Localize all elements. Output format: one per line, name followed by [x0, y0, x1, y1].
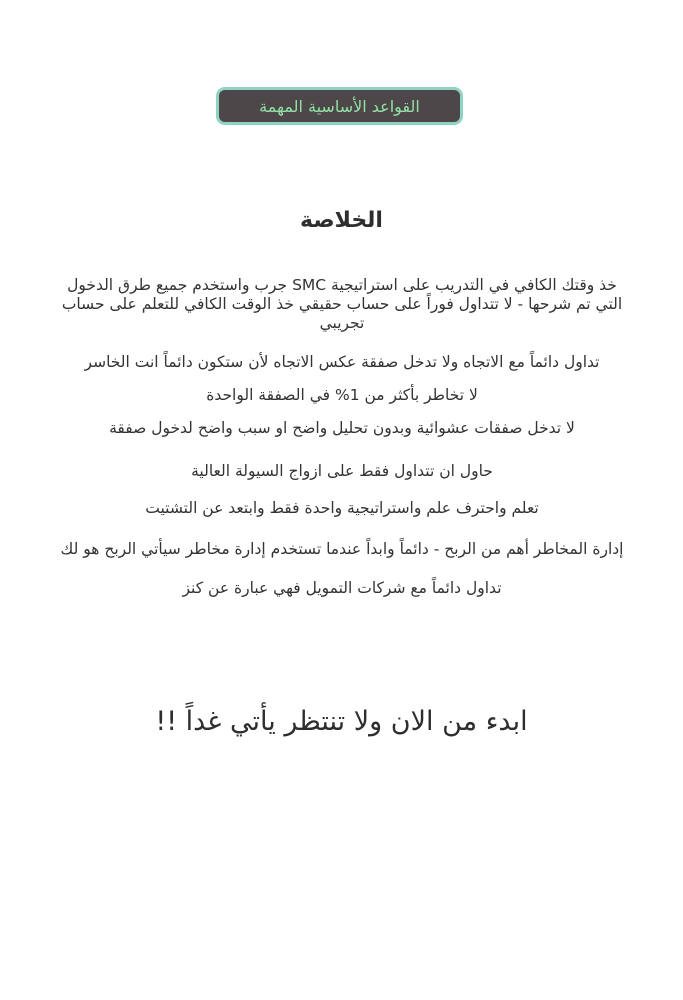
rule-item: لا تدخل صفقات عشوائية وبدون تحليل واضح او سبب واضح لدخول صفقة	[109, 419, 575, 437]
rule-item: خذ وقتك الكافي في التدريب على استراتيجية SMC جرب واستخدم جميع طرق الدخول التي تم شرحها - لا تتداول فوراً على حساب حقيقي خذ الوقت الكافي للتعلم على حساب تجريبي	[61, 276, 623, 332]
rule-item: لا تخاطر بأكثر من 1% في الصفقة الواحدة	[206, 386, 478, 404]
rules-list	[56, 276, 628, 598]
rule-item: تعلم واحترف علم واستراتيجية واحدة فقط وابتعد عن التشتيت	[145, 499, 539, 517]
rule-item: حاول ان تتداول فقط على ازواج السيولة العالية	[191, 462, 493, 480]
rule-item: تداول دائماً مع شركات التمويل فهي عبارة عن كنز	[182, 579, 502, 597]
summary-heading: الخلاصة	[300, 208, 383, 233]
banner-title: القواعد الأساسية المهمة	[259, 96, 420, 116]
rule-item: إدارة المخاطر أهم من الربح - دائماً وابداً عندما تستخدم إدارة مخاطر سيأتي الربح هو لك	[60, 540, 624, 558]
closing-statement: ابدء من الان ولا تنتظر يأتي غداً !!	[155, 706, 528, 737]
rule-item: تداول دائماً مع الاتجاه ولا تدخل صفقة عكس الاتجاه لأن ستكون دائماً انت الخاسر	[84, 353, 600, 371]
section-banner	[216, 87, 463, 125]
